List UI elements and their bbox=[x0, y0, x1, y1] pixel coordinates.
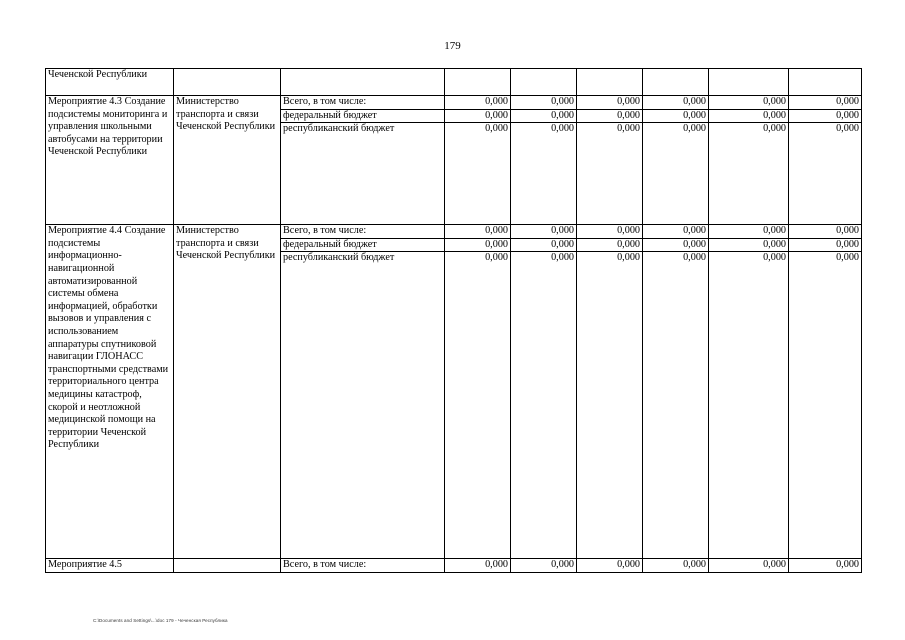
funding-source-cell: Всего, в том числе: bbox=[281, 559, 445, 573]
amount-cell: 0,000 bbox=[445, 225, 511, 239]
amount-cell: 0,000 bbox=[445, 252, 511, 559]
amount-cell: 0,000 bbox=[643, 96, 709, 110]
funding-source-cell: федеральный бюджет bbox=[281, 238, 445, 252]
amount-cell: 0,000 bbox=[709, 225, 789, 239]
executor-cell: Министерство транспорта и связи Чеченской Республики bbox=[174, 225, 281, 559]
amount-cell: 0,000 bbox=[789, 225, 862, 239]
amount-cell: 0,000 bbox=[643, 559, 709, 573]
amount-cell: 0,000 bbox=[511, 252, 577, 559]
amount-cell bbox=[709, 69, 789, 96]
amount-cell: 0,000 bbox=[709, 96, 789, 110]
amount-cell: 0,000 bbox=[643, 123, 709, 225]
amount-cell: 0,000 bbox=[511, 123, 577, 225]
amount-cell: 0,000 bbox=[709, 559, 789, 573]
budget-table bbox=[45, 68, 862, 573]
amount-cell: 0,000 bbox=[577, 123, 643, 225]
activity-cell: Мероприятие 4.3 Создание подсистемы мониторинга и управления школьными автобусами на территории Чеченской Республики bbox=[46, 96, 174, 225]
amount-cell bbox=[643, 69, 709, 96]
amount-cell: 0,000 bbox=[643, 109, 709, 123]
amount-cell: 0,000 bbox=[789, 123, 862, 225]
amount-cell: 0,000 bbox=[511, 238, 577, 252]
funding-source-cell bbox=[281, 69, 445, 96]
amount-cell: 0,000 bbox=[511, 559, 577, 573]
amount-cell: 0,000 bbox=[643, 252, 709, 559]
amount-cell: 0,000 bbox=[789, 559, 862, 573]
amount-cell: 0,000 bbox=[643, 238, 709, 252]
executor-cell: Министерство транспорта и связи Чеченской Республики bbox=[174, 96, 281, 225]
amount-cell: 0,000 bbox=[709, 238, 789, 252]
amount-cell: 0,000 bbox=[789, 252, 862, 559]
amount-cell: 0,000 bbox=[789, 109, 862, 123]
funding-source-cell: республиканский бюджет bbox=[281, 252, 445, 559]
table-row bbox=[46, 225, 862, 239]
executor-cell bbox=[174, 69, 281, 96]
amount-cell: 0,000 bbox=[789, 96, 862, 110]
amount-cell: 0,000 bbox=[709, 109, 789, 123]
budget-table-body bbox=[46, 69, 862, 573]
funding-source-cell: республиканский бюджет bbox=[281, 123, 445, 225]
funding-source-cell: Всего, в том числе: bbox=[281, 96, 445, 110]
amount-cell bbox=[577, 69, 643, 96]
amount-cell: 0,000 bbox=[511, 109, 577, 123]
amount-cell: 0,000 bbox=[577, 238, 643, 252]
table-row bbox=[46, 559, 862, 573]
amount-cell: 0,000 bbox=[445, 96, 511, 110]
amount-cell bbox=[511, 69, 577, 96]
amount-cell: 0,000 bbox=[577, 96, 643, 110]
amount-cell: 0,000 bbox=[577, 252, 643, 559]
amount-cell: 0,000 bbox=[709, 252, 789, 559]
amount-cell: 0,000 bbox=[789, 238, 862, 252]
amount-cell: 0,000 bbox=[511, 225, 577, 239]
activity-cell: Мероприятие 4.5 bbox=[46, 559, 174, 573]
footer-path: C:\Documents and Settings\...\doc 179 - Чеченская Республика bbox=[93, 618, 228, 623]
amount-cell: 0,000 bbox=[445, 109, 511, 123]
funding-source-cell: федеральный бюджет bbox=[281, 109, 445, 123]
amount-cell: 0,000 bbox=[709, 123, 789, 225]
activity-cell: Чеченской Республики bbox=[46, 69, 174, 96]
amount-cell: 0,000 bbox=[511, 96, 577, 110]
activity-cell: Мероприятие 4.4 Создание подсистемы информационно-навигационной автоматизированной системы обмена информацией, обработки вызовов и управления с использованием аппаратуры спутниковой навигации ГЛОНАСС транспортными средствами территориального центра медицины катастроф, скорой и неотложной медицинской помощи на территории Чеченской Республики bbox=[46, 225, 174, 559]
amount-cell: 0,000 bbox=[577, 559, 643, 573]
page-number: 179 bbox=[444, 40, 461, 52]
amount-cell bbox=[789, 69, 862, 96]
funding-source-cell: Всего, в том числе: bbox=[281, 225, 445, 239]
amount-cell: 0,000 bbox=[445, 123, 511, 225]
amount-cell: 0,000 bbox=[643, 225, 709, 239]
amount-cell bbox=[445, 69, 511, 96]
amount-cell: 0,000 bbox=[577, 109, 643, 123]
amount-cell: 0,000 bbox=[445, 559, 511, 573]
amount-cell: 0,000 bbox=[445, 238, 511, 252]
amount-cell: 0,000 bbox=[577, 225, 643, 239]
executor-cell bbox=[174, 559, 281, 573]
table-row bbox=[46, 96, 862, 110]
table-row bbox=[46, 69, 862, 96]
